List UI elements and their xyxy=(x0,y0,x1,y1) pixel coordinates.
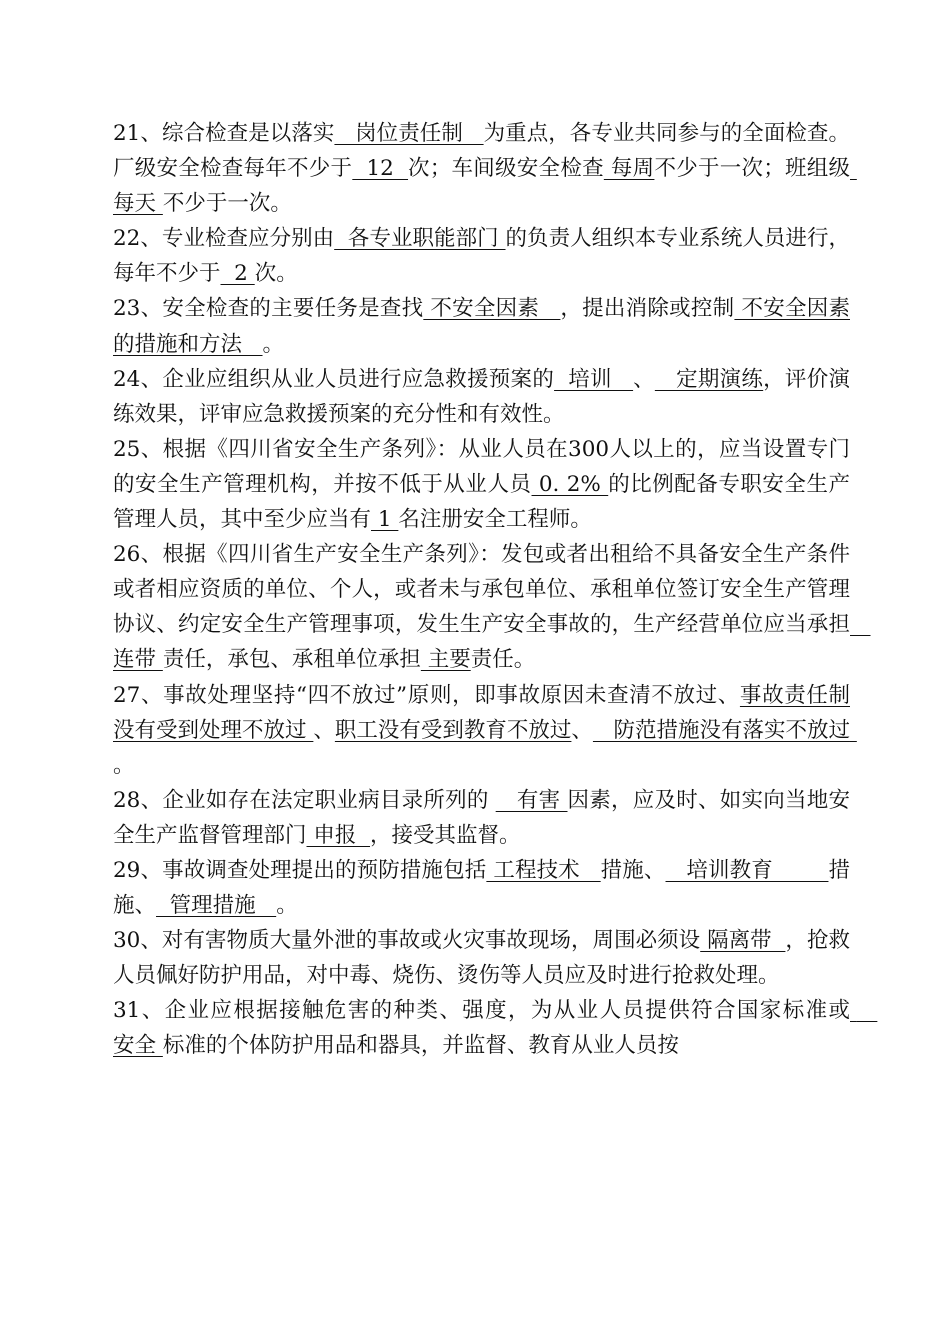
question-text: 因素，应及时、如实向当地安全生产监督管理部门 xyxy=(113,787,850,848)
question-31 xyxy=(113,993,878,1063)
answer-blank: 主要 xyxy=(420,647,471,673)
answer-blank: 0. 2% xyxy=(531,471,609,497)
answer-blank: 连带 xyxy=(113,612,871,673)
question-text: 26、根据《四川省生产安全生产条列》：发包或者出租给不具备安全生产条件或者相应资质的单位、个人，或者未与承包单位、承租单位签订安全生产管理协议、约定安全生产管理事项，发生生产安全事故的，生产经营单位应当承担 xyxy=(113,542,850,638)
answer-blank: 岗位责任制 xyxy=(334,121,484,146)
question-text: 措施、 xyxy=(600,857,666,883)
question-text: 、 xyxy=(571,717,593,743)
question-text: 、 xyxy=(633,366,655,392)
answer-blank: 有害 xyxy=(495,787,568,813)
answer-blank: 管理措施 xyxy=(156,893,277,919)
question-text: ，提出消除或控制 xyxy=(560,296,735,322)
answer-blank: 定期演练 xyxy=(654,366,764,392)
question-text: 30、对有害物质大量外泄的事故或火灾事故现场，周围必须设 xyxy=(113,928,701,954)
question-21 xyxy=(113,116,857,221)
question-text: 27、事故处理坚持“四不放过”原则，即事故原因未查清不放过、 xyxy=(113,682,740,708)
answer-blank: 不安全因素 xyxy=(423,296,561,322)
question-26 xyxy=(113,537,871,677)
question-text: 25、根据《四川省安全生产条列》：从业人员在300人以上的，应当设置专门的安全生产管理机构，并按不低于从业人员 xyxy=(113,436,850,497)
question-text: 责任，承包、承租单位承担 xyxy=(162,647,421,673)
question-27 xyxy=(113,678,857,783)
question-text: 。 xyxy=(276,893,298,919)
question-text: 23、安全检查的主要任务是查找 xyxy=(113,296,424,322)
answer-blank: 不安全因素的措施和方法 xyxy=(113,296,850,357)
question-23 xyxy=(113,291,850,361)
question-text: 不少于一次。 xyxy=(162,191,292,217)
question-30 xyxy=(113,923,850,993)
answer-blank: 培训教育 xyxy=(665,857,829,883)
question-29 xyxy=(113,853,850,923)
answer-blank: 培训 xyxy=(554,366,634,392)
question-text: 次。 xyxy=(254,261,298,287)
answer-blank: 2 xyxy=(220,261,255,287)
question-text: 的负责人组织本专业系统人员进行，每年不少于 xyxy=(113,226,850,287)
answer-blank: 1 xyxy=(371,507,399,533)
answer-blank: 每周 xyxy=(603,156,655,182)
answer-blank: 每天 xyxy=(113,156,857,217)
question-text: 24、企业应组织从业人员进行应急救援预案的 xyxy=(113,366,555,392)
answer-blank: 12 xyxy=(352,156,409,182)
question-text: 、 xyxy=(313,717,335,743)
question-24 xyxy=(113,362,850,432)
question-text: ，接受其监督。 xyxy=(370,822,521,848)
question-text: ，抢救人员佩好防护用品，对中毒、烧伤、烫伤等人员应及时进行抢救处理。 xyxy=(113,928,850,989)
answer-blank: 职工没有受到教育不放过 xyxy=(334,717,572,743)
question-text: 21、综合检查是以落实 xyxy=(113,121,335,146)
question-text: 次；车间级安全检查 xyxy=(408,156,604,182)
question-text: 。 xyxy=(262,331,285,357)
answer-blank: 防范措施没有落实不放过 xyxy=(592,717,857,743)
question-text: 。 xyxy=(113,752,135,778)
question-text: 名注册安全工程师。 xyxy=(398,507,592,533)
question-25 xyxy=(113,432,850,537)
answer-blank: 隔离带 xyxy=(700,928,786,954)
question-text: 标准的个体防护用品和器具，并监督、教育从业人员按 xyxy=(162,1033,679,1059)
answer-blank: 安全 xyxy=(113,998,878,1059)
question-text: 28、企业如存在法定职业病目录所列的 xyxy=(113,787,496,813)
question-text: ，评价演练效果，评审应急救援预案的充分性和有效性。 xyxy=(113,366,850,427)
question-text: 31、企业应根据接触危害的种类、强度，为从业人员提供符合国家标准或 xyxy=(113,998,850,1024)
question-text: 的比例配备专职安全生产管理人员，其中至少应当有 xyxy=(113,471,850,533)
answer-blank: 各专业职能部门 xyxy=(334,226,506,252)
question-text: 责任。 xyxy=(470,647,536,673)
question-text: 不少于一次；班组级 xyxy=(654,156,850,182)
question-22 xyxy=(113,221,850,291)
answer-blank: 工程技术 xyxy=(486,857,601,883)
question-text: 为重点，各专业共同参与的全面检查。厂级安全检查每年不少于 xyxy=(113,121,850,182)
question-text: 29、事故调查处理提出的预防措施包括 xyxy=(113,857,487,883)
question-28 xyxy=(113,783,850,853)
answer-blank: 事故责任制没有受到处理不放过 xyxy=(113,682,850,743)
answer-blank: 申报 xyxy=(306,822,371,848)
question-text: 22、专业检查应分别由 xyxy=(113,226,335,252)
question-text: 措施、 xyxy=(113,857,850,919)
